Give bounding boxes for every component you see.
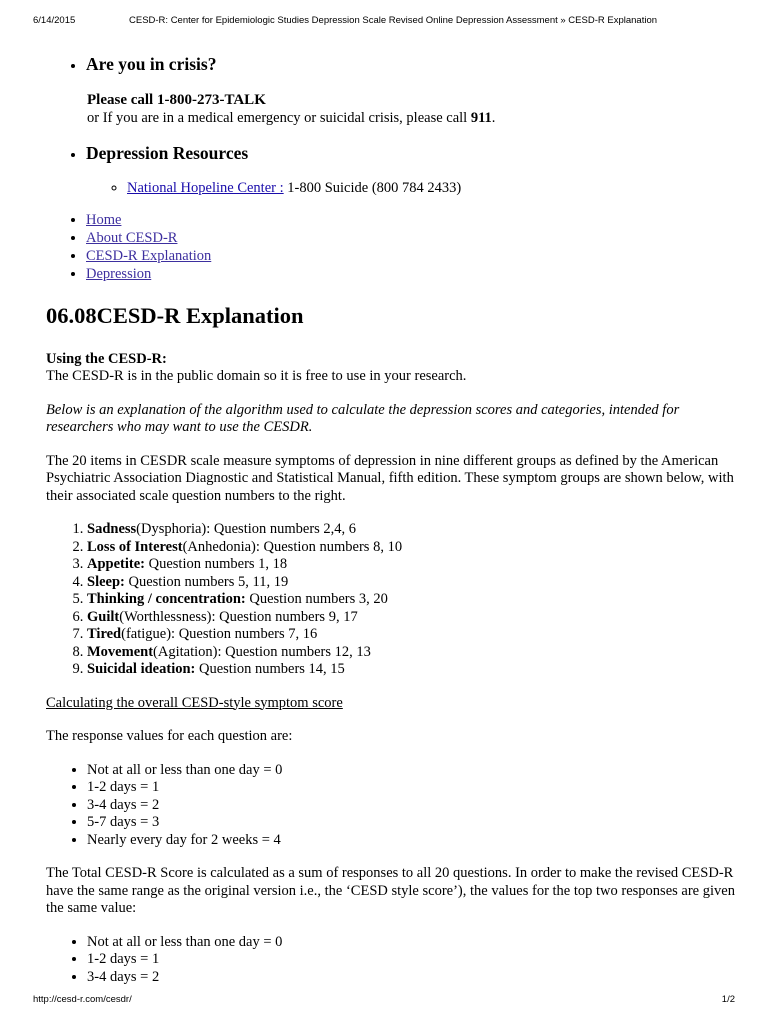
group-detail: Question numbers 3, 20 [245,591,388,607]
adjusted-values-list [46,934,736,987]
emergency-period: . [491,110,496,126]
hopeline-link[interactable]: National Hopeline Center : [127,180,284,196]
list-item: • Not at all or less than one day = 0 [87,762,736,780]
list-item: • 1-2 days = 1 [87,779,736,797]
resources-list [86,179,736,197]
group-name: Guilt [87,608,120,625]
list-item [87,556,736,574]
list-item [87,591,736,609]
group-name: Loss of Interest [87,538,183,555]
site-nav [46,211,736,283]
nav-item-depression [86,265,736,283]
group-detail: Question numbers 1, 18 [145,556,288,572]
group-name: Sleep: [87,573,125,590]
crisis-info [87,91,736,127]
list-item: • Nearly every day for 2 weeks = 4 [87,832,736,850]
list-item: • 1-2 days = 1 [87,951,736,969]
group-detail: (Worthlessness): Question numbers 9, 17 [119,608,358,625]
nav-item-explanation [86,247,736,265]
list-item [87,609,736,627]
total-score-paragraph: The Total CESD-R Score is calculated as a sum of responses to all 20 questions. In order to make the revised CESD-R have the same range as the original version i.e., the ‘CESD style score’), the values for the top two responses are given the same value: [46,865,735,916]
resources-widget-list [46,141,736,197]
response-intro: The response values for each question are: [46,728,293,744]
nav-link-home[interactable]: Home [86,212,122,228]
group-detail: Question numbers 14, 15 [195,661,345,677]
sidebar-widgets [46,52,736,76]
nav-link-explanation[interactable]: CESD-R Explanation [86,248,212,264]
items-paragraph: The 20 items in CESDR scale measure symptoms of depression in nine different groups as defined by the American Psychiatric Association Diagnostic and Statistical Manual, fifth edition. These symptom groups are shown below, with their associated scale question numbers to the right. [46,452,734,504]
group-detail: (Anhedonia): Question numbers 8, 10 [182,538,403,555]
resources-widget [86,141,736,197]
crisis-widget [86,52,736,76]
page-content [46,52,736,986]
group-name: Thinking / concentration: [87,591,246,607]
group-name: Suicidal ideation: [87,661,196,677]
emergency-line [87,109,736,127]
resource-item [127,179,736,197]
list-item: • 3-4 days = 2 [87,797,736,815]
using-text: The CESD-R is in the public domain so it is free to use in your research. [46,368,467,384]
list-item [87,574,736,592]
nav-link-about[interactable]: About CESD-R [86,230,178,246]
emergency-number: 911 [470,110,492,126]
nav-link-depression[interactable]: Depression [86,266,152,282]
list-item [87,539,736,557]
list-item [87,521,736,539]
print-page-title: CESD-R: Center for Epidemiologic Studies Depression Scale Revised Online Depression Assessment » CESD-R Explanation [129,15,658,26]
emergency-text: or If you are in a medical emergency or suicidal crisis, please call [87,110,471,126]
page-number: 1/2 [721,994,735,1005]
hopeline-number: 1-800 Suicide (800 784 2433) [283,180,462,196]
response-values-list [46,762,736,850]
symptom-groups-list [46,521,736,679]
print-date: 6/14/2015 [33,15,76,26]
nav-item-about [86,229,736,247]
group-name: Sadness [87,521,137,537]
group-name: Tired [87,626,122,642]
article-title: 06.08CESD-R Explanation [46,303,304,328]
group-detail: (Agitation): Question numbers 12, 13 [153,643,371,660]
list-item: • Not at all or less than one day = 0 [87,934,736,952]
group-detail: Question numbers 5, 11, 19 [124,573,289,590]
intro-paragraph [46,402,736,437]
group-detail: (Dysphoria): Question numbers 2,4, 6 [136,521,357,537]
print-header [33,15,735,29]
calc-heading: Calculating the overall CESD-style symptom score [46,694,343,711]
resources-widget-title: • Depression Resources [86,143,249,163]
nav-item-home [86,211,736,229]
intro-italic: Below is an explanation of the algorithm used to calculate the depression scores and categories, intended for researchers who may want to use the CESDR. [46,401,680,435]
group-detail: (fatigue): Question numbers 7, 16 [121,626,318,642]
group-name: Movement [87,643,154,660]
group-name: Appetite: [87,556,145,572]
print-url: http://cesd-r.com/cesdr/ [33,994,132,1005]
crisis-widget-title: • Are you in crisis? [86,54,217,74]
list-item: • 5-7 days = 3 [87,814,736,832]
list-item [87,661,736,679]
crisis-call-line: Please call 1-800-273-TALK [87,92,266,108]
using-heading: Using the CESD-R: [46,351,167,367]
list-item [87,644,736,662]
list-item [87,626,736,644]
list-item: • 3-4 days = 2 [87,969,736,987]
